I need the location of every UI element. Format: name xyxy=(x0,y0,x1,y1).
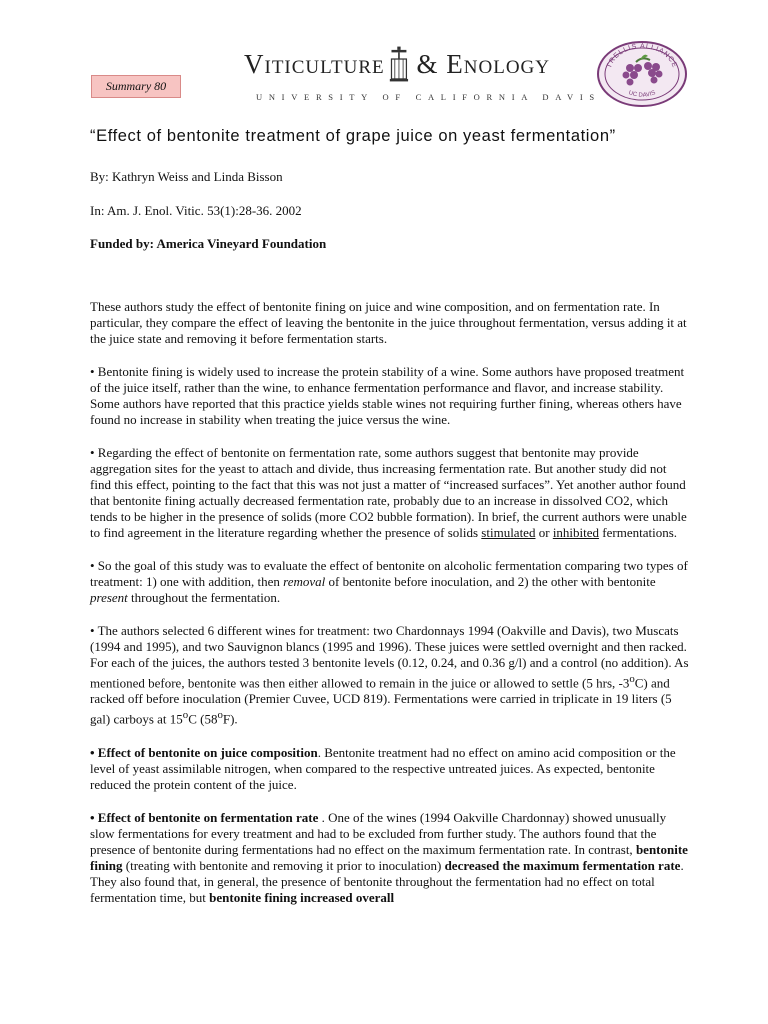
logo-word-enology: & Enology xyxy=(416,48,550,79)
seal-top-text: TRELLIS ALLIANCE xyxy=(605,42,679,70)
summary-tag: Summary 80 xyxy=(91,75,181,98)
viticulture-enology-logo xyxy=(244,38,601,106)
article-body xyxy=(90,299,690,923)
italic-present: present xyxy=(90,590,128,605)
seal-bottom-text: UC DAVIS xyxy=(627,90,657,99)
paragraph-fermentation-results: • Effect of bentonite on fermentation rate . One of the wines (1994 Oakville Chardonnay) showed unusually slow fermentations for every treatment and had to be excluded from further study. The authors found that the presence of bentonite during fermentations had no effect on the maximum fermentation rate. In contrast, bentonite fining (treating with bentonite and removing it prior to inoculation) decreased the maximum fermentation rate. They also found that, in general, the presence of bentonite throughout the fermentation had no effect on total fermentation time, but bentonite fining increased overall xyxy=(90,809,688,905)
paragraph-fermentation-rate: • Regarding the effect of bentonite on fermentation rate, some authors suggest that bentonite may provide aggregation sites for the yeast to attach and divide, thus increasing fermentation rate. But another study did not find this effect, pointing to the fact that this was not just a matter of “increased surfaces”. Yet another author found that bentonite fining actually decreased fermentation rate, probably due to an increase in dissolved CO2, which tends to be higher in the presence of solids (more CO2 bubble formation). In brief, the current authors were unable to find agreement in the literature regarding whether the presence of solids stimulated or inhibited fermentations. xyxy=(90,445,687,540)
wine-press-icon xyxy=(389,42,409,86)
italic-removal: removal xyxy=(283,574,326,589)
document-title: “Effect of bentonite treatment of grape juice on yeast fermentation” xyxy=(90,127,616,145)
funding-note: Funded by: America Vineyard Foundation xyxy=(90,236,327,251)
byline: By: Kathryn Weiss and Linda Bisson xyxy=(90,169,283,184)
paragraph-background: • Bentonite fining is widely used to increase the protein stability of a wine. Some authors have proposed treatment of the juice itself, rather than the wine, to enhance fermentation performance and flavor, and increase stability. Some authors have reported that this practice yields stable wines not requiring further fining, whereas others have found no increase in stability when treating the juice versus the wine. xyxy=(90,364,685,427)
paragraph-methods: • The authors selected 6 different wines for treatment: two Chardonnays 1994 (Oakville and Davis), two Muscats (1994 and 1995), and two Sauvignon blancs (1995 and 1996). These juices were settled overnight and then racked. For each of the juices, the authors tested 3 bentonite levels (0.12, 0.24, and 0.36 g/l) and a control (no addition). As mentioned before, bentonite was then either allowed to remain in the juice or allowed to settle (5 hrs, -3$^o$C) and racked off before inoculation (Premier Cuvee, UCD 819). Fermentations were carried in triplicate in 19 liters (5 gal) carboys at 15$^o$C (58$^o$F). xyxy=(90,623,689,727)
trellis-alliance-seal xyxy=(596,40,688,108)
paragraph-study-goal: • So the goal of this study was to evaluate the effect of bentonite on alcoholic fermentation comparing two types of treatment: 1) one with addition, then removal of bentonite before inoculation, and 2) the other with bentonite present throughout the fermentation. xyxy=(90,558,688,605)
citation: In: Am. J. Enol. Vitic. 53(1):28-36. 2002 xyxy=(90,203,302,218)
paragraph-intro: These authors study the effect of bentonite fining on juice and wine composition, and on fermentation rate. In particular, they compare the effect of leaving the bentonite in the juice throughout fermentation, versus adding it at the juice state and removing it before fermentation starts. xyxy=(90,299,687,346)
logo-subtitle: UNIVERSITY OF CALIFORNIA DAVIS xyxy=(256,92,601,102)
underlined-inhibited: inhibited xyxy=(552,525,600,540)
paragraph-juice-composition: • Effect of bentonite on juice composition. Bentonite treatment had no effect on amino acid composition or the level of yeast assimilable nitrogen, when compared to the respective untreated juices. As expected, bentonite reduced the protein content of the juice. xyxy=(90,744,676,792)
underlined-stimulated: stimulated xyxy=(481,525,536,540)
logo-word-viticulture: Viticulture xyxy=(244,48,385,79)
